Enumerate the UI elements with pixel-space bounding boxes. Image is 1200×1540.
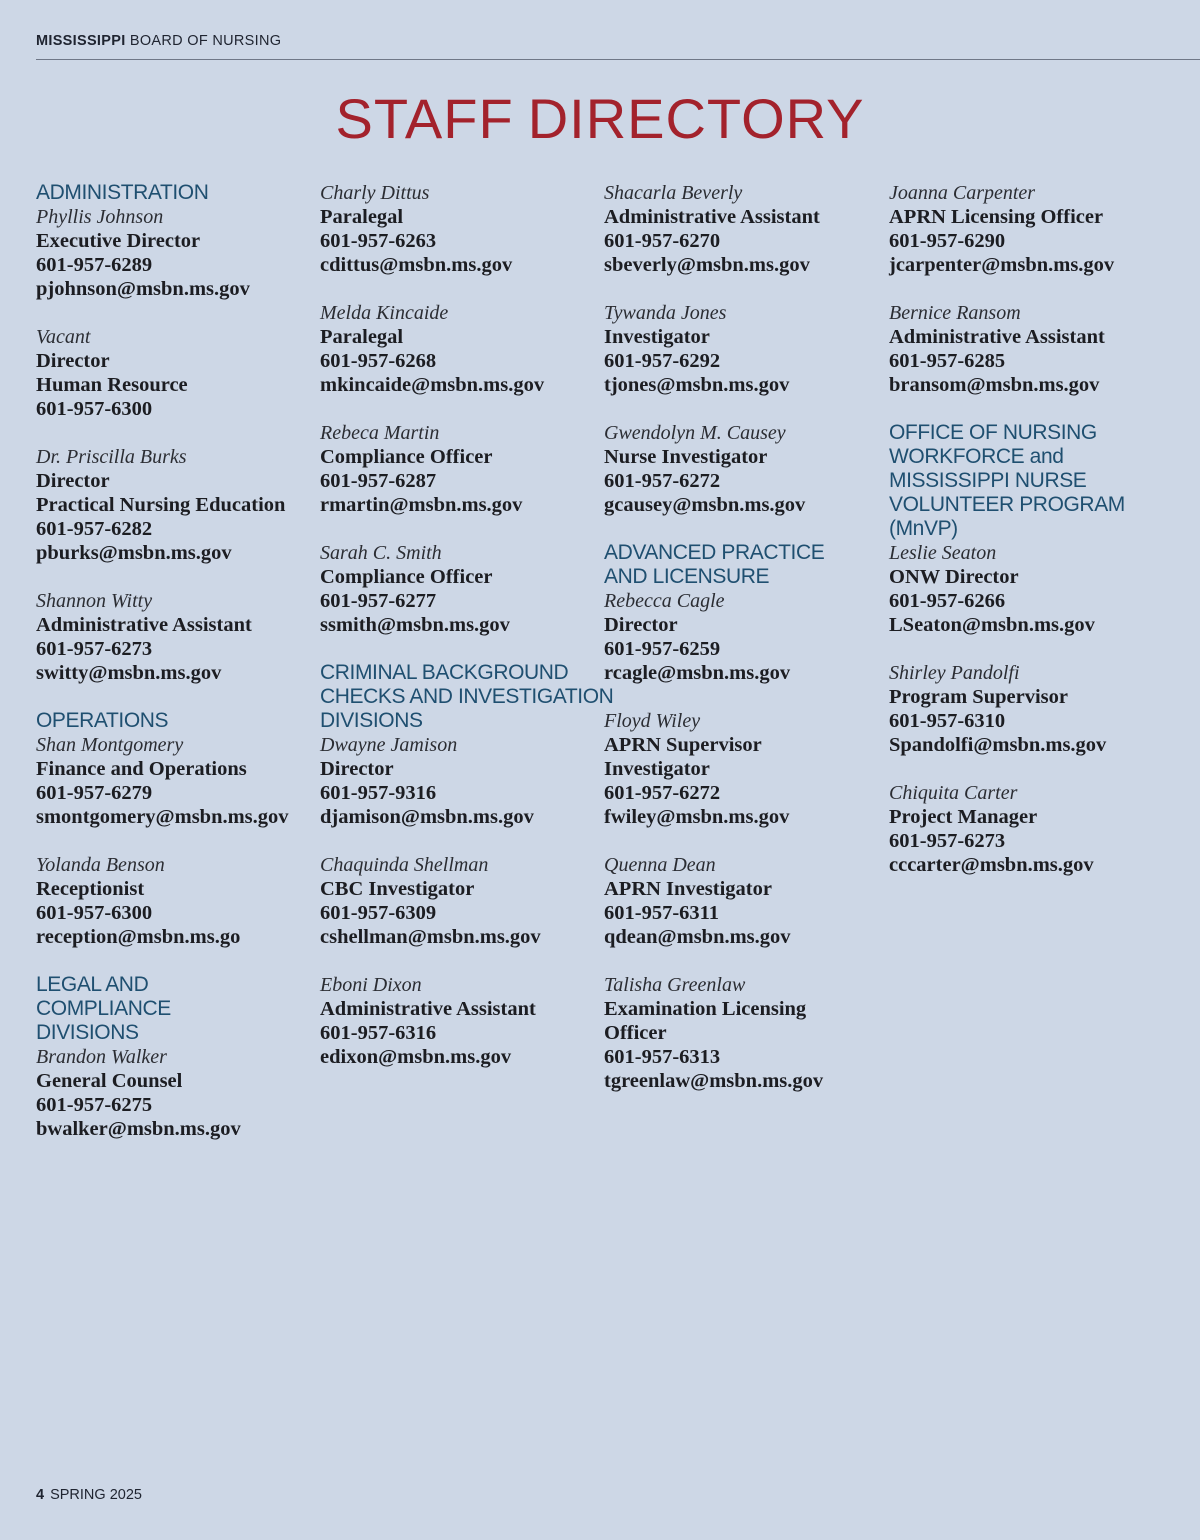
staff-role: Program Supervisor xyxy=(889,686,1068,708)
staff-email: smontgomery@msbn.ms.gov xyxy=(36,806,289,828)
staff-role: Examination Licensing xyxy=(604,998,807,1020)
staff-email: fwiley@msbn.ms.gov xyxy=(604,806,790,828)
staff-email: cccarter@msbn.ms.gov xyxy=(889,854,1094,876)
staff-role: Finance and Operations xyxy=(36,758,247,780)
staff-phone: 601-957-6311 xyxy=(604,902,720,924)
staff-email: gcausey@msbn.ms.gov xyxy=(604,494,806,516)
staff-entry xyxy=(889,301,1179,397)
section-heading: AND LICENSURE xyxy=(604,565,770,588)
issue-label: SPRING 2025 xyxy=(50,1487,142,1503)
staff-role: Administrative Assistant xyxy=(320,998,536,1020)
staff-email: rcagle@msbn.ms.gov xyxy=(604,662,791,684)
staff-name: Floyd Wiley xyxy=(604,710,701,732)
staff-email: tgreenlaw@msbn.ms.gov xyxy=(604,1070,824,1092)
header-org-strong: MISSISSIPPI xyxy=(36,33,126,49)
staff-name: Shacarla Beverly xyxy=(604,182,743,204)
staff-email: cdittus@msbn.ms.gov xyxy=(320,254,513,276)
staff-phone: 601-957-6275 xyxy=(36,1094,153,1116)
staff-name: Dwayne Jamison xyxy=(320,734,458,756)
staff-name: Eboni Dixon xyxy=(320,974,422,996)
section-heading: LEGAL AND xyxy=(36,973,149,996)
staff-email: cshellman@msbn.ms.gov xyxy=(320,926,541,948)
staff-name: Charly Dittus xyxy=(320,182,430,204)
staff-entry xyxy=(36,445,336,565)
page-footer xyxy=(36,1487,142,1503)
staff-role: ONW Director xyxy=(889,566,1019,588)
staff-name: Dr. Priscilla Burks xyxy=(36,446,187,468)
staff-phone: 601-957-6272 xyxy=(604,782,721,804)
staff-role: Nurse Investigator xyxy=(604,446,768,468)
staff-name: Shannon Witty xyxy=(36,590,153,612)
staff-role: Human Resource xyxy=(36,374,188,396)
section-heading: OPERATIONS xyxy=(36,709,169,732)
staff-role: Director xyxy=(36,470,110,492)
staff-phone: 601-957-6285 xyxy=(889,350,1006,372)
staff-entry xyxy=(320,541,620,637)
staff-entry xyxy=(36,853,336,949)
staff-name: Shan Montgomery xyxy=(36,734,184,756)
section-heading: ADMINISTRATION xyxy=(36,181,209,204)
title-word-2: DIRECTORY xyxy=(527,87,865,150)
staff-role: APRN Supervisor xyxy=(604,734,762,756)
staff-role: Director xyxy=(604,614,678,636)
section-heading: DIVISIONS xyxy=(36,1021,139,1044)
staff-entry xyxy=(604,421,904,517)
staff-entry xyxy=(36,973,336,1141)
staff-email: switty@msbn.ms.gov xyxy=(36,662,222,684)
staff-role: General Counsel xyxy=(36,1070,183,1092)
staff-phone: 601-957-6300 xyxy=(36,902,153,924)
page-title xyxy=(0,86,1200,151)
staff-email: pjohnson@msbn.ms.gov xyxy=(36,278,250,300)
staff-email: mkincaide@msbn.ms.gov xyxy=(320,374,545,396)
staff-phone: 601-957-6282 xyxy=(36,518,153,540)
page-number: 4 xyxy=(36,1487,45,1503)
staff-role: Officer xyxy=(604,1022,667,1044)
section-heading: COMPLIANCE xyxy=(36,997,171,1020)
staff-name: Bernice Ransom xyxy=(889,302,1021,324)
directory-column-3 xyxy=(604,181,904,1117)
staff-entry xyxy=(604,301,904,397)
staff-role: Paralegal xyxy=(320,326,404,348)
staff-role: Project Manager xyxy=(889,806,1038,828)
staff-phone: 601-957-6266 xyxy=(889,590,1006,612)
section-heading: CRIMINAL BACKGROUND xyxy=(320,661,569,684)
directory-column-4 xyxy=(889,181,1179,901)
staff-email: sbeverly@msbn.ms.gov xyxy=(604,254,810,276)
staff-role: APRN Investigator xyxy=(604,878,772,900)
staff-entry xyxy=(889,661,1179,757)
staff-entry xyxy=(36,325,336,421)
staff-phone: 601-957-6300 xyxy=(36,398,153,420)
staff-phone: 601-957-6310 xyxy=(889,710,1006,732)
staff-phone: 601-957-6270 xyxy=(604,230,721,252)
staff-phone: 601-957-6309 xyxy=(320,902,437,924)
staff-phone: 601-957-6287 xyxy=(320,470,437,492)
staff-phone: 601-957-6263 xyxy=(320,230,437,252)
staff-role: Paralegal xyxy=(320,206,404,228)
staff-role: Practical Nursing Education xyxy=(36,494,286,516)
staff-phone: 601-957-6272 xyxy=(604,470,721,492)
staff-phone: 601-957-6316 xyxy=(320,1022,437,1044)
staff-name: Tywanda Jones xyxy=(604,302,727,324)
staff-entry xyxy=(36,709,336,829)
staff-name: Brandon Walker xyxy=(36,1046,167,1068)
directory-column-1 xyxy=(36,181,336,1165)
staff-role: Administrative Assistant xyxy=(889,326,1105,348)
section-heading: OFFICE OF NURSING xyxy=(889,421,1097,444)
staff-name: Yolanda Benson xyxy=(36,854,165,876)
staff-entry xyxy=(36,589,336,685)
staff-email: pburks@msbn.ms.gov xyxy=(36,542,232,564)
staff-email: qdean@msbn.ms.gov xyxy=(604,926,791,948)
staff-name: Shirley Pandolfi xyxy=(889,662,1020,684)
staff-name: Chaquinda Shellman xyxy=(320,854,489,876)
staff-entry xyxy=(604,181,904,277)
header-org-rest: BOARD OF NURSING xyxy=(129,33,282,49)
staff-role: Director xyxy=(320,758,394,780)
staff-name: Chiquita Carter xyxy=(889,782,1018,804)
staff-phone: 601-957-6290 xyxy=(889,230,1006,252)
staff-name: Joanna Carpenter xyxy=(889,182,1036,204)
staff-phone: 601-957-9316 xyxy=(320,782,437,804)
section-heading: ADVANCED PRACTICE xyxy=(604,541,825,564)
staff-email: bwalker@msbn.ms.gov xyxy=(36,1118,241,1140)
staff-name: Sarah C. Smith xyxy=(320,542,442,564)
section-heading: VOLUNTEER PROGRAM (MnVP) xyxy=(889,493,1125,540)
staff-role: Executive Director xyxy=(36,230,201,252)
page-header xyxy=(36,33,1200,60)
staff-email: Spandolfi@msbn.ms.gov xyxy=(889,734,1107,756)
section-heading: MISSISSIPPI NURSE xyxy=(889,469,1087,492)
title-word-1: STAFF xyxy=(335,87,514,150)
staff-entry xyxy=(604,853,904,949)
staff-name: Vacant xyxy=(36,326,91,348)
staff-role: APRN Licensing Officer xyxy=(889,206,1104,228)
staff-role: Administrative Assistant xyxy=(604,206,820,228)
staff-phone: 601-957-6289 xyxy=(36,254,153,276)
staff-email: reception@msbn.ms.go xyxy=(36,926,241,948)
staff-email: bransom@msbn.ms.gov xyxy=(889,374,1100,396)
staff-phone: 601-957-6268 xyxy=(320,350,437,372)
staff-entry xyxy=(604,973,904,1093)
staff-entry xyxy=(320,421,620,517)
staff-email: rmartin@msbn.ms.gov xyxy=(320,494,523,516)
staff-name: Phyllis Johnson xyxy=(36,206,164,228)
staff-role: Investigator xyxy=(604,326,710,348)
staff-entry xyxy=(889,781,1179,877)
staff-email: LSeaton@msbn.ms.gov xyxy=(889,614,1095,636)
staff-name: Talisha Greenlaw xyxy=(604,974,746,996)
staff-phone: 601-957-6273 xyxy=(889,830,1006,852)
staff-entry xyxy=(889,421,1179,637)
staff-phone: 601-957-6259 xyxy=(604,638,721,660)
section-heading: CHECKS AND INVESTIGATION xyxy=(320,685,614,708)
staff-entry xyxy=(320,301,620,397)
staff-email: edixon@msbn.ms.gov xyxy=(320,1046,512,1068)
staff-name: Leslie Seaton xyxy=(889,542,997,564)
staff-email: djamison@msbn.ms.gov xyxy=(320,806,534,828)
section-heading: DIVISIONS xyxy=(320,709,423,732)
directory-column-2 xyxy=(320,181,620,1093)
staff-phone: 601-957-6279 xyxy=(36,782,153,804)
staff-phone: 601-957-6277 xyxy=(320,590,437,612)
staff-entry xyxy=(320,853,620,949)
staff-entry xyxy=(320,661,620,829)
staff-phone: 601-957-6273 xyxy=(36,638,153,660)
staff-email: ssmith@msbn.ms.gov xyxy=(320,614,510,636)
staff-role: Receptionist xyxy=(36,878,145,900)
staff-name: Gwendolyn M. Causey xyxy=(604,422,786,444)
staff-email: jcarpenter@msbn.ms.gov xyxy=(889,254,1115,276)
staff-role: Compliance Officer xyxy=(320,566,493,588)
staff-entry xyxy=(320,181,620,277)
staff-role: Compliance Officer xyxy=(320,446,493,468)
staff-phone: 601-957-6292 xyxy=(604,350,721,372)
staff-phone: 601-957-6313 xyxy=(604,1046,721,1068)
staff-role: CBC Investigator xyxy=(320,878,475,900)
staff-role: Director xyxy=(36,350,110,372)
staff-entry xyxy=(320,973,620,1069)
section-heading: WORKFORCE and xyxy=(889,445,1064,468)
staff-name: Rebecca Cagle xyxy=(604,590,725,612)
staff-email: tjones@msbn.ms.gov xyxy=(604,374,790,396)
staff-entry xyxy=(604,541,904,685)
staff-role: Administrative Assistant xyxy=(36,614,252,636)
staff-name: Melda Kincaide xyxy=(320,302,449,324)
staff-name: Quenna Dean xyxy=(604,854,716,876)
staff-entry xyxy=(604,709,904,829)
staff-entry xyxy=(36,181,336,301)
staff-name: Rebeca Martin xyxy=(320,422,440,444)
staff-entry xyxy=(889,181,1179,277)
staff-role: Investigator xyxy=(604,758,710,780)
